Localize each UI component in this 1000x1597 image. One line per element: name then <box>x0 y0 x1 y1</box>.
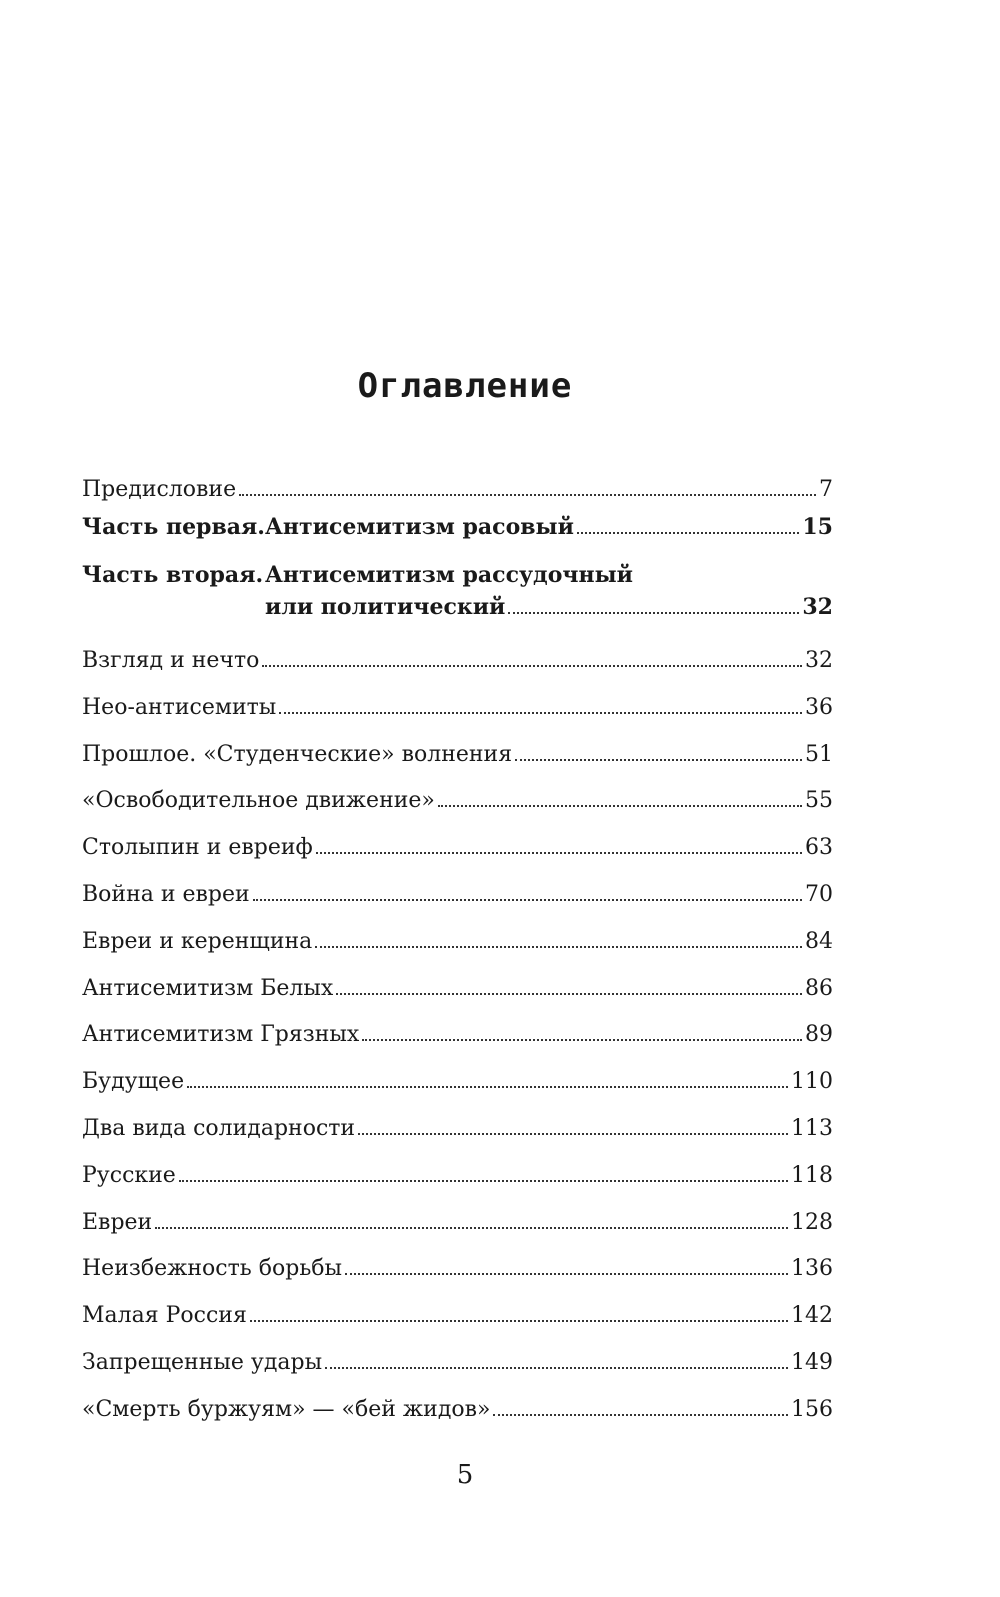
toc-entry[interactable] <box>82 1020 833 1050</box>
toc-entry-label: Евреи <box>82 1209 153 1235</box>
toc-entry-page: 63 <box>805 835 833 861</box>
toc-entry-part-one[interactable] <box>82 512 833 542</box>
dot-leader <box>493 1414 788 1416</box>
toc-entry-label: Взгляд и нечто <box>82 648 260 673</box>
toc-entry-page: 142 <box>791 1303 833 1329</box>
toc-entry-label: Евреи и керенщина <box>82 928 313 954</box>
toc-entry-page: 110 <box>791 1069 833 1095</box>
toc-entry-page: 36 <box>805 694 833 720</box>
toc-entry-page: 7 <box>819 477 833 502</box>
toc-entry-page: 89 <box>805 1022 833 1048</box>
toc-entry[interactable] <box>82 927 833 957</box>
toc-entry-page: 86 <box>805 975 833 1001</box>
toc-entry[interactable] <box>82 1348 833 1378</box>
toc-entry[interactable] <box>82 1161 833 1191</box>
toc-entry-label: Антисемитизм Белых <box>82 975 334 1001</box>
toc-entry[interactable] <box>82 1395 833 1425</box>
part-label: Часть первая. <box>82 514 265 540</box>
toc-entry-page: 51 <box>805 741 833 767</box>
toc-entry[interactable] <box>82 1114 833 1144</box>
dot-leader <box>325 1367 788 1369</box>
toc-entry-label: Малая Россия <box>82 1303 247 1329</box>
toc-entry-page: 149 <box>791 1350 833 1375</box>
dot-leader <box>345 1273 788 1275</box>
dot-leader <box>239 494 816 496</box>
dot-leader <box>155 1227 788 1229</box>
dot-leader <box>179 1180 788 1182</box>
dot-leader <box>253 899 802 901</box>
toc-entry-label: Русские <box>82 1162 176 1188</box>
toc-entry[interactable] <box>82 974 833 1004</box>
toc-entry[interactable] <box>82 1208 833 1238</box>
toc-entry-page: 156 <box>791 1396 833 1422</box>
toc-entry-page: 118 <box>791 1162 833 1188</box>
toc-entry-label: Предисловие <box>82 477 237 502</box>
toc-entry[interactable] <box>82 740 833 770</box>
dot-leader <box>262 665 802 667</box>
toc-entry[interactable] <box>82 693 833 723</box>
toc-entry-label: Запрещенные удары <box>82 1350 323 1375</box>
toc-entry-label: «Освободительное движение» <box>82 788 435 814</box>
toc-entry-label: «Смерть буржуям» — «бей жидов» <box>82 1396 491 1422</box>
toc-entry-page: 113 <box>791 1116 833 1141</box>
dot-leader <box>316 852 802 854</box>
toc-entry-part-two-heading <box>82 560 833 590</box>
toc-entry[interactable] <box>82 1067 833 1097</box>
toc-entry-page: 84 <box>805 928 833 954</box>
dot-leader <box>279 712 802 714</box>
part-title-line2: или политический <box>265 594 506 620</box>
dot-leader <box>250 1320 788 1322</box>
dot-leader <box>508 612 799 614</box>
toc-entry-page: 32 <box>802 594 833 620</box>
toc-entry-page: 32 <box>805 648 833 673</box>
page-number: 5 <box>456 1460 474 1490</box>
dot-leader <box>336 993 802 995</box>
dot-leader <box>315 946 802 948</box>
toc-entry[interactable] <box>82 1301 833 1331</box>
dot-leader <box>187 1086 788 1088</box>
toc-entry-label: Нео-антисемиты <box>82 694 277 720</box>
dot-leader <box>577 532 799 534</box>
toc-entry[interactable] <box>82 646 833 676</box>
toc-entry-label: Война и евреи <box>82 882 250 907</box>
toc-entry[interactable] <box>82 833 833 863</box>
toc-entry-page: 55 <box>805 788 833 814</box>
dot-leader <box>515 759 802 761</box>
toc-entry-label: Прошлое. «Студенческие» волнения <box>82 741 513 767</box>
toc-entry-page: 15 <box>802 514 833 540</box>
toc-entry-preface[interactable] <box>82 475 833 505</box>
toc-entry-part-two[interactable] <box>82 592 833 622</box>
part-label: Часть вторая. <box>82 562 264 588</box>
toc-entry-label: Будущее <box>82 1069 185 1095</box>
part-title-line1: Антисемитизм рассудочный <box>265 562 633 588</box>
page-title: Оглавление <box>357 366 573 406</box>
dot-leader <box>438 805 802 807</box>
toc-entry-label: Неизбежность борьбы <box>82 1256 343 1282</box>
toc-entry[interactable] <box>82 1254 833 1284</box>
toc-entry-page: 136 <box>791 1256 833 1282</box>
toc-entry-label: Столыпин и евреиф <box>82 835 313 861</box>
toc-entry-page: 70 <box>805 882 833 907</box>
toc-entry[interactable] <box>82 880 833 910</box>
toc-entry-page: 128 <box>791 1209 833 1235</box>
toc-entry[interactable] <box>82 786 833 816</box>
dot-leader <box>362 1039 802 1041</box>
toc-entry-label: Два вида солидарности <box>82 1116 356 1141</box>
part-title: Антисемитизм расовый <box>265 514 574 540</box>
dot-leader <box>358 1133 788 1135</box>
toc-entry-label: Антисемитизм Грязных <box>82 1022 360 1048</box>
